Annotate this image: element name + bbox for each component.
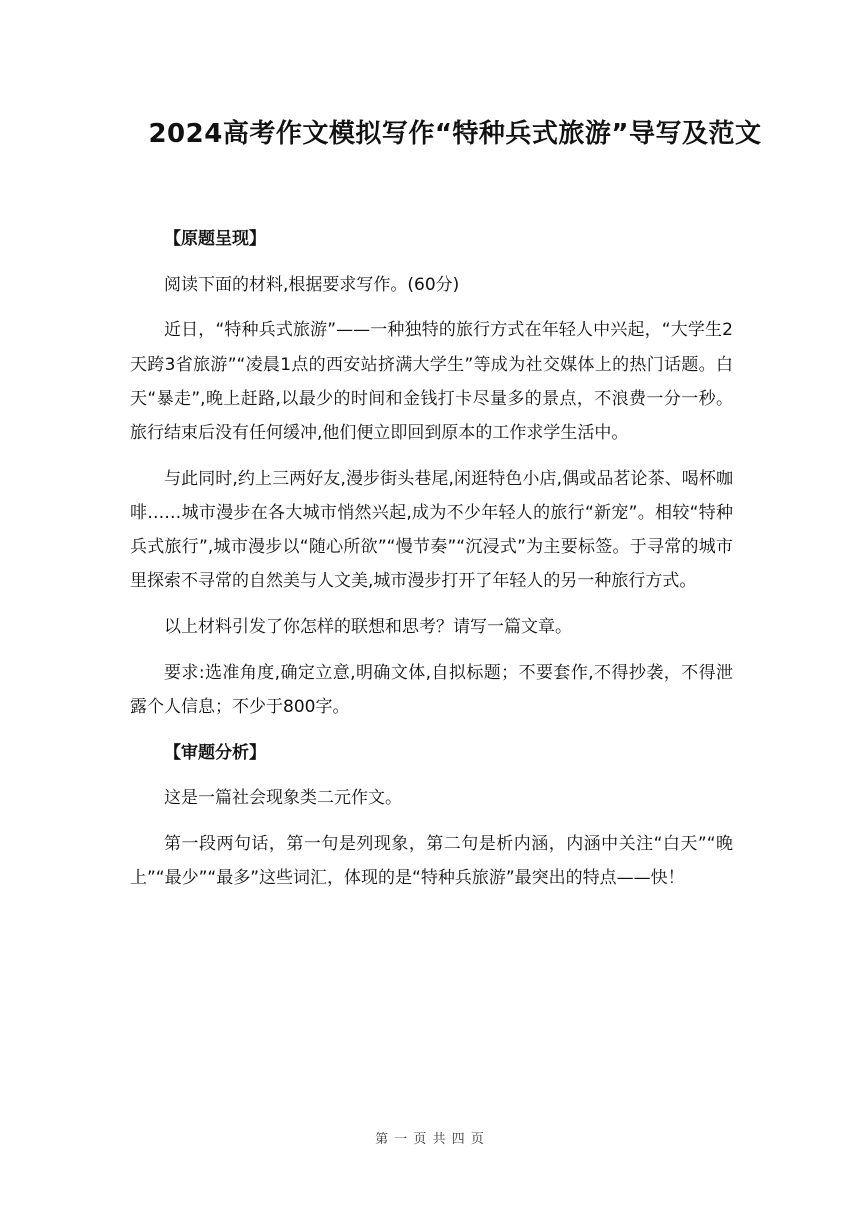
material-paragraph-1: 近日，“特种兵式旅游”——一种独特的旅行方式在年轻人中兴起，“大学生2天跨3省旅游”“凌晨1点的西安站挤满大学生”等成为社交媒体上的热门话题。白天“暴走”,晚上赶路,以最少的时间和金钱打卡尽量多的景点，不浪费一分一秒。旅行结束后没有任何缓冲,他们便立即回到原本的工作求学生活中。 <box>130 320 733 444</box>
page-number-footer: 第 一 页 共 四 页 <box>375 1132 485 1147</box>
requirements-paragraph: 要求:选准角度,确定立意,明确文体,自拟标题；不要套作,不得抄袭，不得泄露个人信息；不少于800字。 <box>130 662 733 717</box>
instruction-paragraph: 阅读下面的材料,根据要求写作。(60分) <box>164 274 460 295</box>
analysis-paragraph-1: 这是一篇社会现象类二元作文。 <box>164 788 402 809</box>
document-body <box>130 222 733 907</box>
analysis-paragraph-2: 第一段两句话，第一句是列现象，第二句是析内涵，内涵中关注“白天”“晚上”“最少”“最多”这些词汇，体现的是“特种兵旅游”最突出的特点——快！ <box>130 834 733 889</box>
section-heading-analysis: 【审题分析】 <box>164 742 266 763</box>
section-heading-original-prompt: 【原题呈现】 <box>164 229 266 249</box>
document-title: 2024高考作文模拟写作“特种兵式旅游”导写及范文 <box>148 119 762 149</box>
material-paragraph-2: 与此同时,约上三两好友,漫步街头巷尾,闲逛特色小店,偶或品茗论茶、喝杯咖啡……城市漫步在各大城市悄然兴起,成为不少年轻人的旅行“新宠”。相较“特种兵式旅行”,城市漫步以“随心所欲”“慢节奏”“沉浸式”为主要标签。于寻常的城市里探索不寻常的自然美与人文美,城市漫步打开了年轻人的另一种旅行方式。 <box>130 468 733 592</box>
prompt-question-paragraph: 以上材料引发了你怎样的联想和思考？请写一篇文章。 <box>164 617 572 638</box>
